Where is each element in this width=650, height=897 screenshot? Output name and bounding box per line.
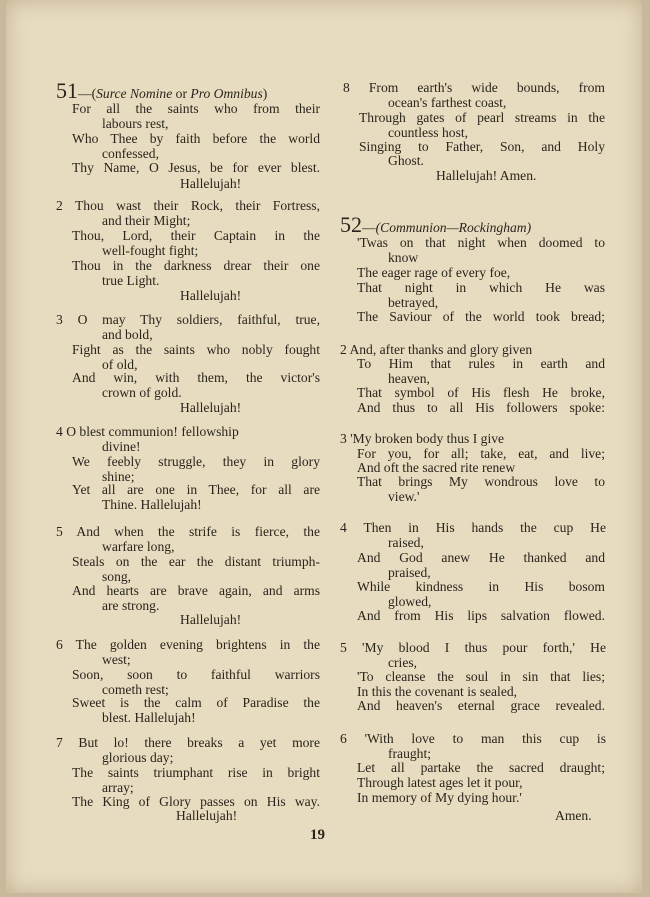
hymn-52-line-28: And heaven's eternal grace revealed. <box>357 698 605 713</box>
hymn-51-tune-a: Surce Nomine <box>96 86 173 101</box>
hymn-52-line-21: While kindness in His bosom <box>357 579 605 594</box>
hymn-51-line-36: Soon, soon to faithful warriors <box>72 667 320 682</box>
hymn-51-line-34: 6 The golden evening brightens in the <box>56 637 320 652</box>
hymn-52-line-17: 4 Then in His hands the cup He <box>340 520 606 535</box>
hymn-52-line-7: 2 And, after thanks and glory given <box>340 342 533 357</box>
hymn-51-line-20: Hallelujah! <box>180 400 242 415</box>
hymn-51-tune-close: ) <box>262 86 268 101</box>
hymn-51-tune-or: or <box>172 86 191 101</box>
hymn-51-line-10: well-fought fight; <box>102 243 199 258</box>
hymn-51-tune-b: Pro Omnibus <box>190 86 263 101</box>
hymn-52-line-34: Amen. <box>555 808 592 823</box>
hymn-52-line-27: In this the covenant is sealed, <box>357 684 518 699</box>
hymn-51-line-18: And win, with them, the victor's <box>72 370 320 385</box>
hymn-51-line-27: 5 And when the strife is fierce, the <box>56 524 320 539</box>
hymn-51-line-4: confessed, <box>102 146 159 161</box>
hymn-52-line-32: Through latest ages let it pour, <box>357 775 523 790</box>
hymn-52-line-24: 5 'My blood I thus pour forth,' He <box>340 640 606 655</box>
hymn-51-line-3: Who Thee by faith before the world <box>72 131 320 146</box>
hymn-51-dash: — <box>78 86 92 101</box>
hymn-52-line-18: raised, <box>388 535 424 550</box>
hymn-51-line-38: Sweet is the calm of Paradise the <box>72 695 320 710</box>
hymn-52-line-10: That symbol of His flesh He broke, <box>357 385 605 400</box>
hymn-52-line-31: Let all partake the sacred draught; <box>357 760 605 775</box>
hymn-51-line-2: labours rest, <box>102 116 169 131</box>
hymn-51-line-21: 4 O blest communion! fellowship <box>56 424 239 439</box>
hymn-51-line-16: Fight as the saints who nobly fought <box>72 342 320 357</box>
hymn-52-line-9: heaven, <box>388 371 430 386</box>
hymn-51-line-8: and their Might; <box>102 213 191 228</box>
hymn-51-tune-open: ( <box>91 86 97 101</box>
hymn-51-line-6: Hallelujah! <box>180 176 242 191</box>
hymn-51-line-14: 3 O may Thy soldiers, faithful, true, <box>56 312 320 327</box>
hymn-52-number: 52 <box>340 212 362 237</box>
hymn-52-line-25: cries, <box>388 655 418 670</box>
hymn-51-line-37: cometh rest; <box>102 682 169 697</box>
hymn-51-line-19: crown of gold. <box>102 385 182 400</box>
hymn-51-line-46: 8 From earth's wide bounds, from <box>343 80 605 95</box>
hymn-52-line-6: The Saviour of the world took bread; <box>357 309 605 324</box>
hymn-51-line-48: Through gates of pearl streams in the <box>359 110 605 125</box>
hymn-51-line-12: true Light. <box>102 273 160 288</box>
hymn-51-line-30: song, <box>102 569 132 584</box>
hymn-52-line-11: And thus to all His followers spoke: <box>357 400 605 415</box>
page-number: 19 <box>310 827 325 843</box>
hymn-52-line-23: And from His lips salvation flowed. <box>357 608 605 623</box>
hymn-51-line-50: Singing to Father, Son, and Holy <box>359 139 605 154</box>
hymn-52-line-30: fraught; <box>388 746 432 761</box>
hymn-51-line-7: 2 Thou wast their Rock, their Fortress, <box>56 198 320 213</box>
hymn-52-tune: (Communion—Rockingham) <box>375 220 532 235</box>
hymn-51-line-40: 7 But lo! there breaks a yet more <box>56 735 320 750</box>
hymn-51-line-44: The King of Glory passes on His way. <box>72 794 320 809</box>
hymn-51-line-1: For all the saints who from their <box>72 101 320 116</box>
hymn-51-line-51: Ghost. <box>388 153 424 168</box>
hymn-51-line-42: The saints triumphant rise in bright <box>72 765 320 780</box>
hymn-52-heading <box>340 214 531 237</box>
hymn-51-line-45: Hallelujah! <box>176 808 238 823</box>
hymn-52-line-4: That night in which He was <box>357 280 605 295</box>
hymn-51-line-31: And hearts are brave again, and arms <box>72 583 320 598</box>
hymn-52-line-8: To Him that rules in earth and <box>357 356 605 371</box>
hymn-52-line-3: The eager rage of every foe, <box>357 265 511 280</box>
hymn-51-line-33: Hallelujah! <box>180 612 242 627</box>
hymn-51-line-41: glorious day; <box>102 750 174 765</box>
hymn-51-line-22: divine! <box>102 439 141 454</box>
hymn-51-number: 51 <box>56 78 78 103</box>
hymn-51-line-52: Hallelujah! Amen. <box>436 168 537 183</box>
hymn-52-dash: — <box>362 220 376 235</box>
hymn-51-line-35: west; <box>102 652 131 667</box>
hymn-51-line-23: We feebly struggle, they in glory <box>72 454 320 469</box>
hymn-52-line-5: betrayed, <box>388 295 439 310</box>
hymn-51-line-39: blest. Hallelujah! <box>102 710 196 725</box>
hymn-52-line-29: 6 'With love to man this cup is <box>340 731 606 746</box>
hymn-51-line-47: ocean's farthest coast, <box>388 95 507 110</box>
hymn-51-line-26: Thine. Hallelujah! <box>102 497 202 512</box>
hymn-52-line-19: And God anew He thanked and <box>357 550 605 565</box>
hymn-52-line-22: glowed, <box>388 594 432 609</box>
hymn-52-line-2: know <box>388 250 419 265</box>
hymn-51-line-28: warfare long, <box>102 539 175 554</box>
hymn-51-line-11: Thou in the darkness drear their one <box>72 258 320 273</box>
hymn-51-line-15: and bold, <box>102 327 153 342</box>
hymn-52-line-1: 'Twas on that night when doomed to <box>357 235 605 250</box>
hymn-52-line-20: praised, <box>388 565 431 580</box>
hymn-52-line-26: 'To cleanse the soul in sin that lies; <box>357 669 605 684</box>
hymn-52-line-13: For you, for all; take, eat, and live; <box>357 446 605 461</box>
hymn-51-line-5: Thy Name, O Jesus, be for ever blest. <box>72 160 320 175</box>
hymn-51-line-24: shine; <box>102 469 135 484</box>
hymn-51-line-25: Yet all are one in Thee, for all are <box>72 482 320 497</box>
hymn-51-line-49: countless host, <box>388 125 469 140</box>
hymn-52-line-33: In memory of My dying hour.' <box>357 790 522 805</box>
hymn-52-line-14: And oft the sacred rite renew <box>357 460 516 475</box>
hymn-52-line-16: view.' <box>388 489 420 504</box>
hymn-51-line-32: are strong. <box>102 598 160 613</box>
hymn-51-line-43: array; <box>102 780 134 795</box>
hymn-51-heading <box>56 80 267 103</box>
hymn-52-line-15: That brings My wondrous love to <box>357 474 605 489</box>
hymn-51-line-29: Steals on the ear the distant triumph- <box>72 554 320 569</box>
hymn-52-line-12: 3 'My broken body thus I give <box>340 431 505 446</box>
hymn-51-line-17: of old, <box>102 357 138 372</box>
hymn-51-line-9: Thou, Lord, their Captain in the <box>72 228 320 243</box>
hymn-51-line-13: Hallelujah! <box>180 288 242 303</box>
